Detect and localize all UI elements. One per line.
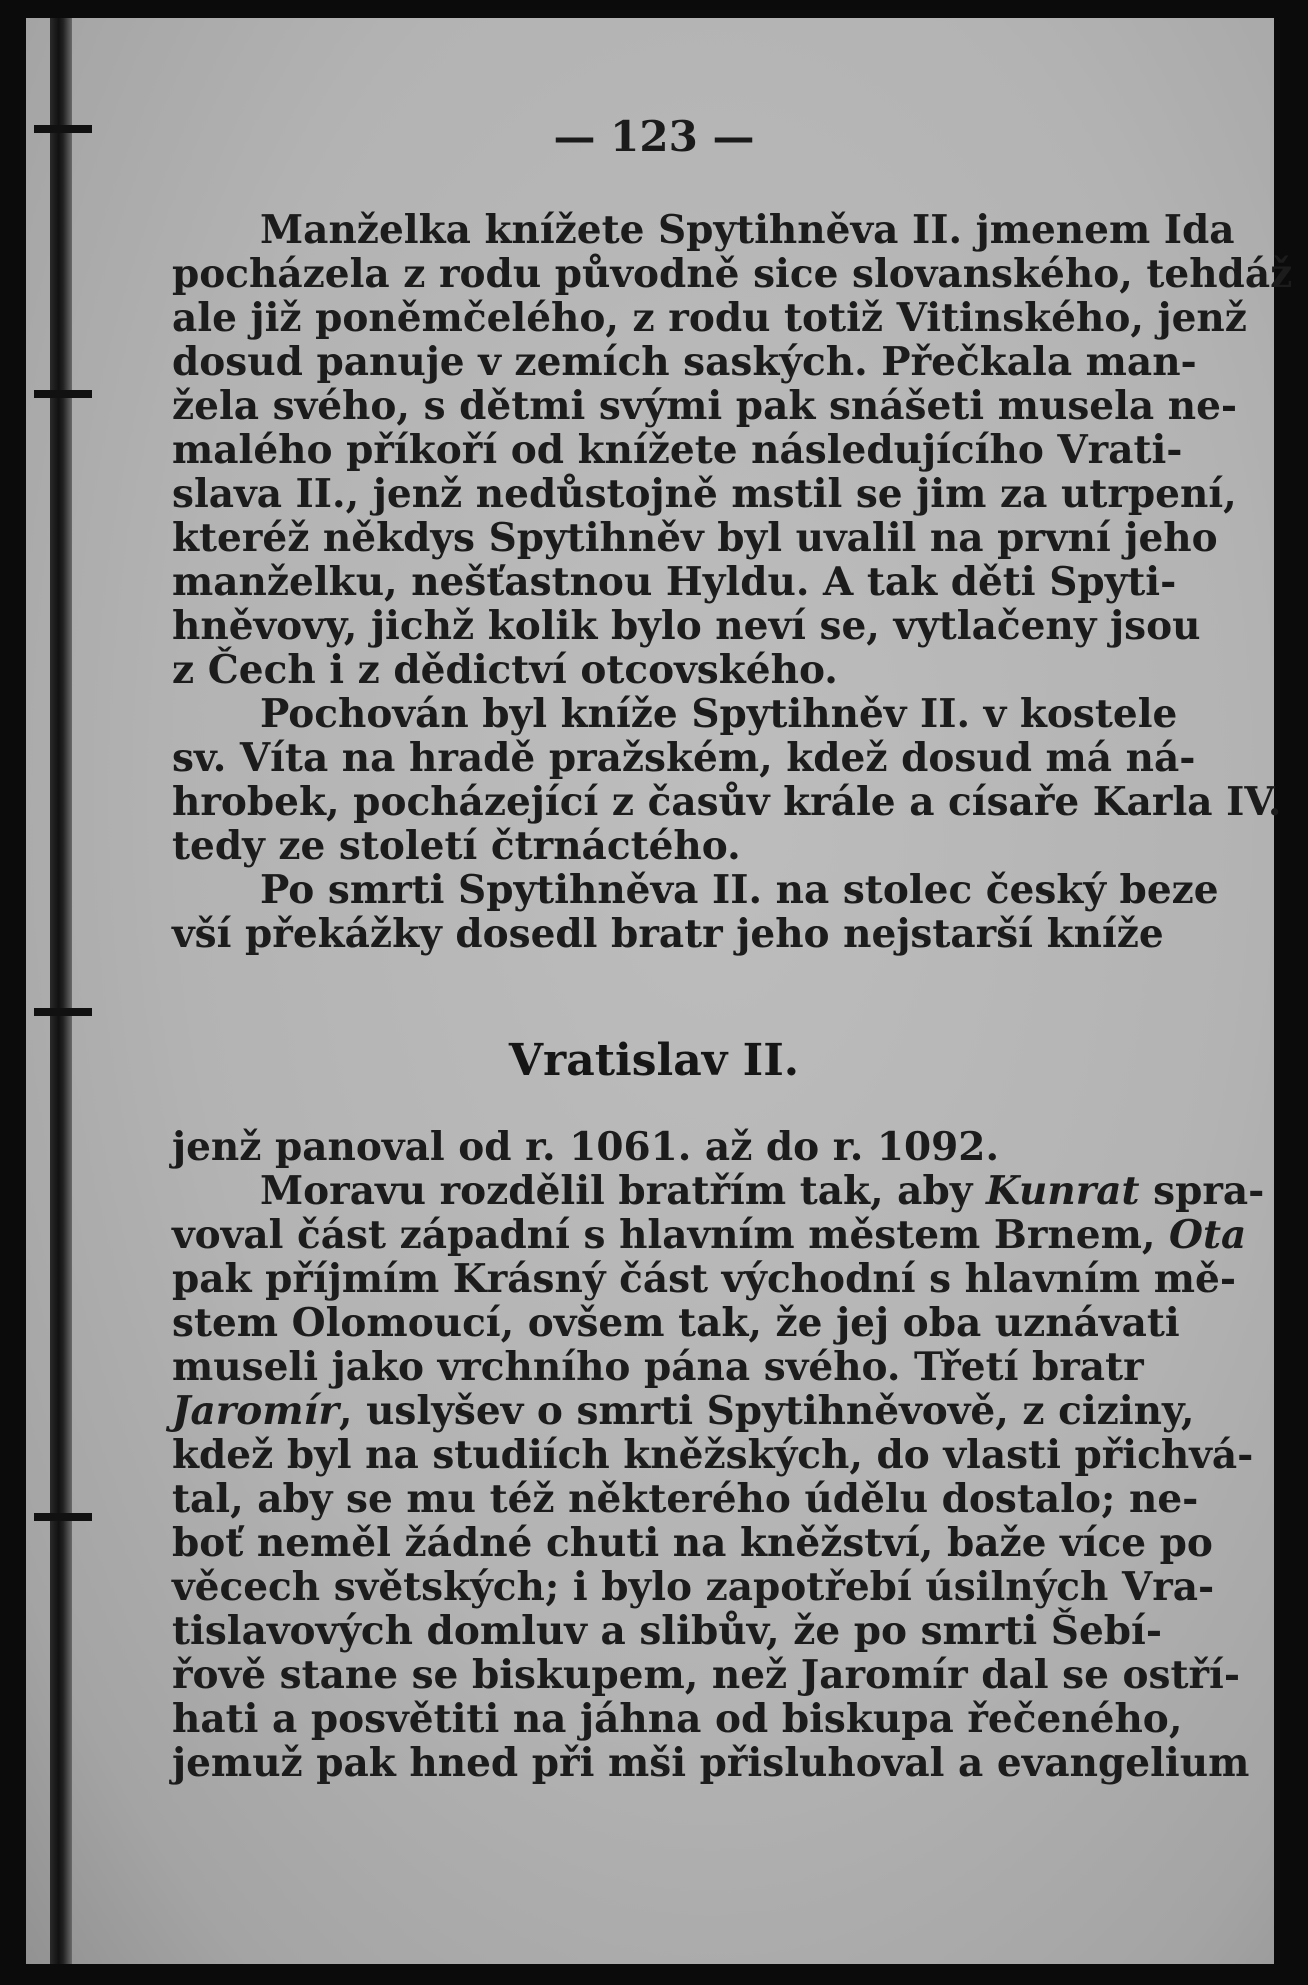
text-line: hrobek, pocházející z časův krále a císaře Karla IV.: [172, 779, 1282, 825]
text-run: , uslyšev o smrti Spytihněvově, z ciziny,: [338, 1388, 1195, 1434]
text-line: tislavových domluv a slibův, že po smrti Šebí-: [172, 1608, 1163, 1654]
binding-thread-mark: [34, 1513, 92, 1521]
text-line: stem Olomoucí, ovšem tak, že jej oba uznávati: [172, 1300, 1180, 1346]
text-line: [172, 1388, 1195, 1434]
text-run: voval část západní s hlavním městem Brnem,: [172, 1212, 1169, 1258]
text-line: řově stane se biskupem, než Jaromír dal se ostří-: [172, 1652, 1241, 1698]
binding-thread-mark: [34, 390, 92, 398]
text-line: pak příjmím Krásný část východní s hlavním mě-: [172, 1256, 1237, 1302]
book-binding-edge: [50, 18, 72, 1964]
text-line: tedy ze století čtrnáctého.: [172, 823, 741, 869]
section-heading: Vratislav II.: [508, 1035, 800, 1086]
text-block-vratislav: [172, 1124, 1265, 1786]
text-line: kteréž někdys Spytihněv byl uvalil na první jeho: [172, 515, 1218, 561]
text-line: dosud panuje v zemích saských. Přečkala man-: [172, 339, 1197, 385]
text-line: [172, 1168, 1265, 1214]
italic-name: Kunrat: [985, 1168, 1140, 1214]
text-line: věcech světských; i bylo zapotřebí úsilných Vra-: [172, 1564, 1215, 1610]
text-line: jemuž pak hned při mši přisluhoval a evangelium: [172, 1740, 1250, 1786]
text-run: Moravu rozdělil bratřím tak, aby: [260, 1168, 986, 1214]
text-line: boť neměl žádné chuti na kněžství, baže více po: [172, 1520, 1213, 1566]
text-line: z Čech i z dědictví otcovského.: [172, 647, 838, 693]
text-line: [172, 1212, 1247, 1258]
text-line: hněvovy, jichž kolik bylo neví se, vytlačeny jsou: [172, 603, 1201, 649]
text-line: kdež byl na studiích kněžských, do vlasti přichvá-: [172, 1432, 1254, 1478]
text-line: manželku, nešťastnou Hyldu. A tak děti Spyti-: [172, 559, 1177, 605]
text-line: Po smrti Spytihněva II. na stolec český beze: [260, 867, 1219, 913]
text-line: ale již poněmčelého, z rodu totiž Vitinského, jenž: [172, 295, 1247, 341]
text-line: tal, aby se mu též některého údělu dostalo; ne-: [172, 1476, 1199, 1522]
italic-name: Jaromír: [172, 1388, 339, 1434]
text-line: sv. Víta na hradě pražském, kdež dosud má ná-: [172, 735, 1196, 781]
page-number: — 123 —: [553, 112, 755, 161]
text-line: slava II., jenž nedůstojně mstil se jim za utrpení,: [172, 471, 1237, 517]
binding-thread-mark: [34, 1008, 92, 1016]
text-line: vší překážky dosedl bratr jeho nejstarší kníže: [172, 911, 1164, 957]
text-line: Pochován byl kníže Spytihněv II. v kostele: [260, 691, 1178, 737]
text-line: hati a posvětiti na jáhna od biskupa řečeného,: [172, 1696, 1183, 1742]
text-block-spytihnev: [172, 207, 1293, 957]
italic-name: Ota: [1169, 1212, 1247, 1258]
text-run: spra-: [1139, 1168, 1265, 1214]
text-line: Manželka knížete Spytihněva II. jmenem Ida: [260, 207, 1235, 253]
text-line: jenž panoval od r. 1061. až do r. 1092.: [172, 1124, 1000, 1170]
text-line: pocházela z rodu původně sice slovanského, tehdáž: [172, 251, 1293, 297]
text-line: žela svého, s dětmi svými pak snášeti musela ne-: [172, 383, 1238, 429]
text-line: malého příkoří od knížete následujícího Vrati-: [172, 427, 1183, 473]
text-line: museli jako vrchního pána svého. Třetí bratr: [172, 1344, 1144, 1390]
